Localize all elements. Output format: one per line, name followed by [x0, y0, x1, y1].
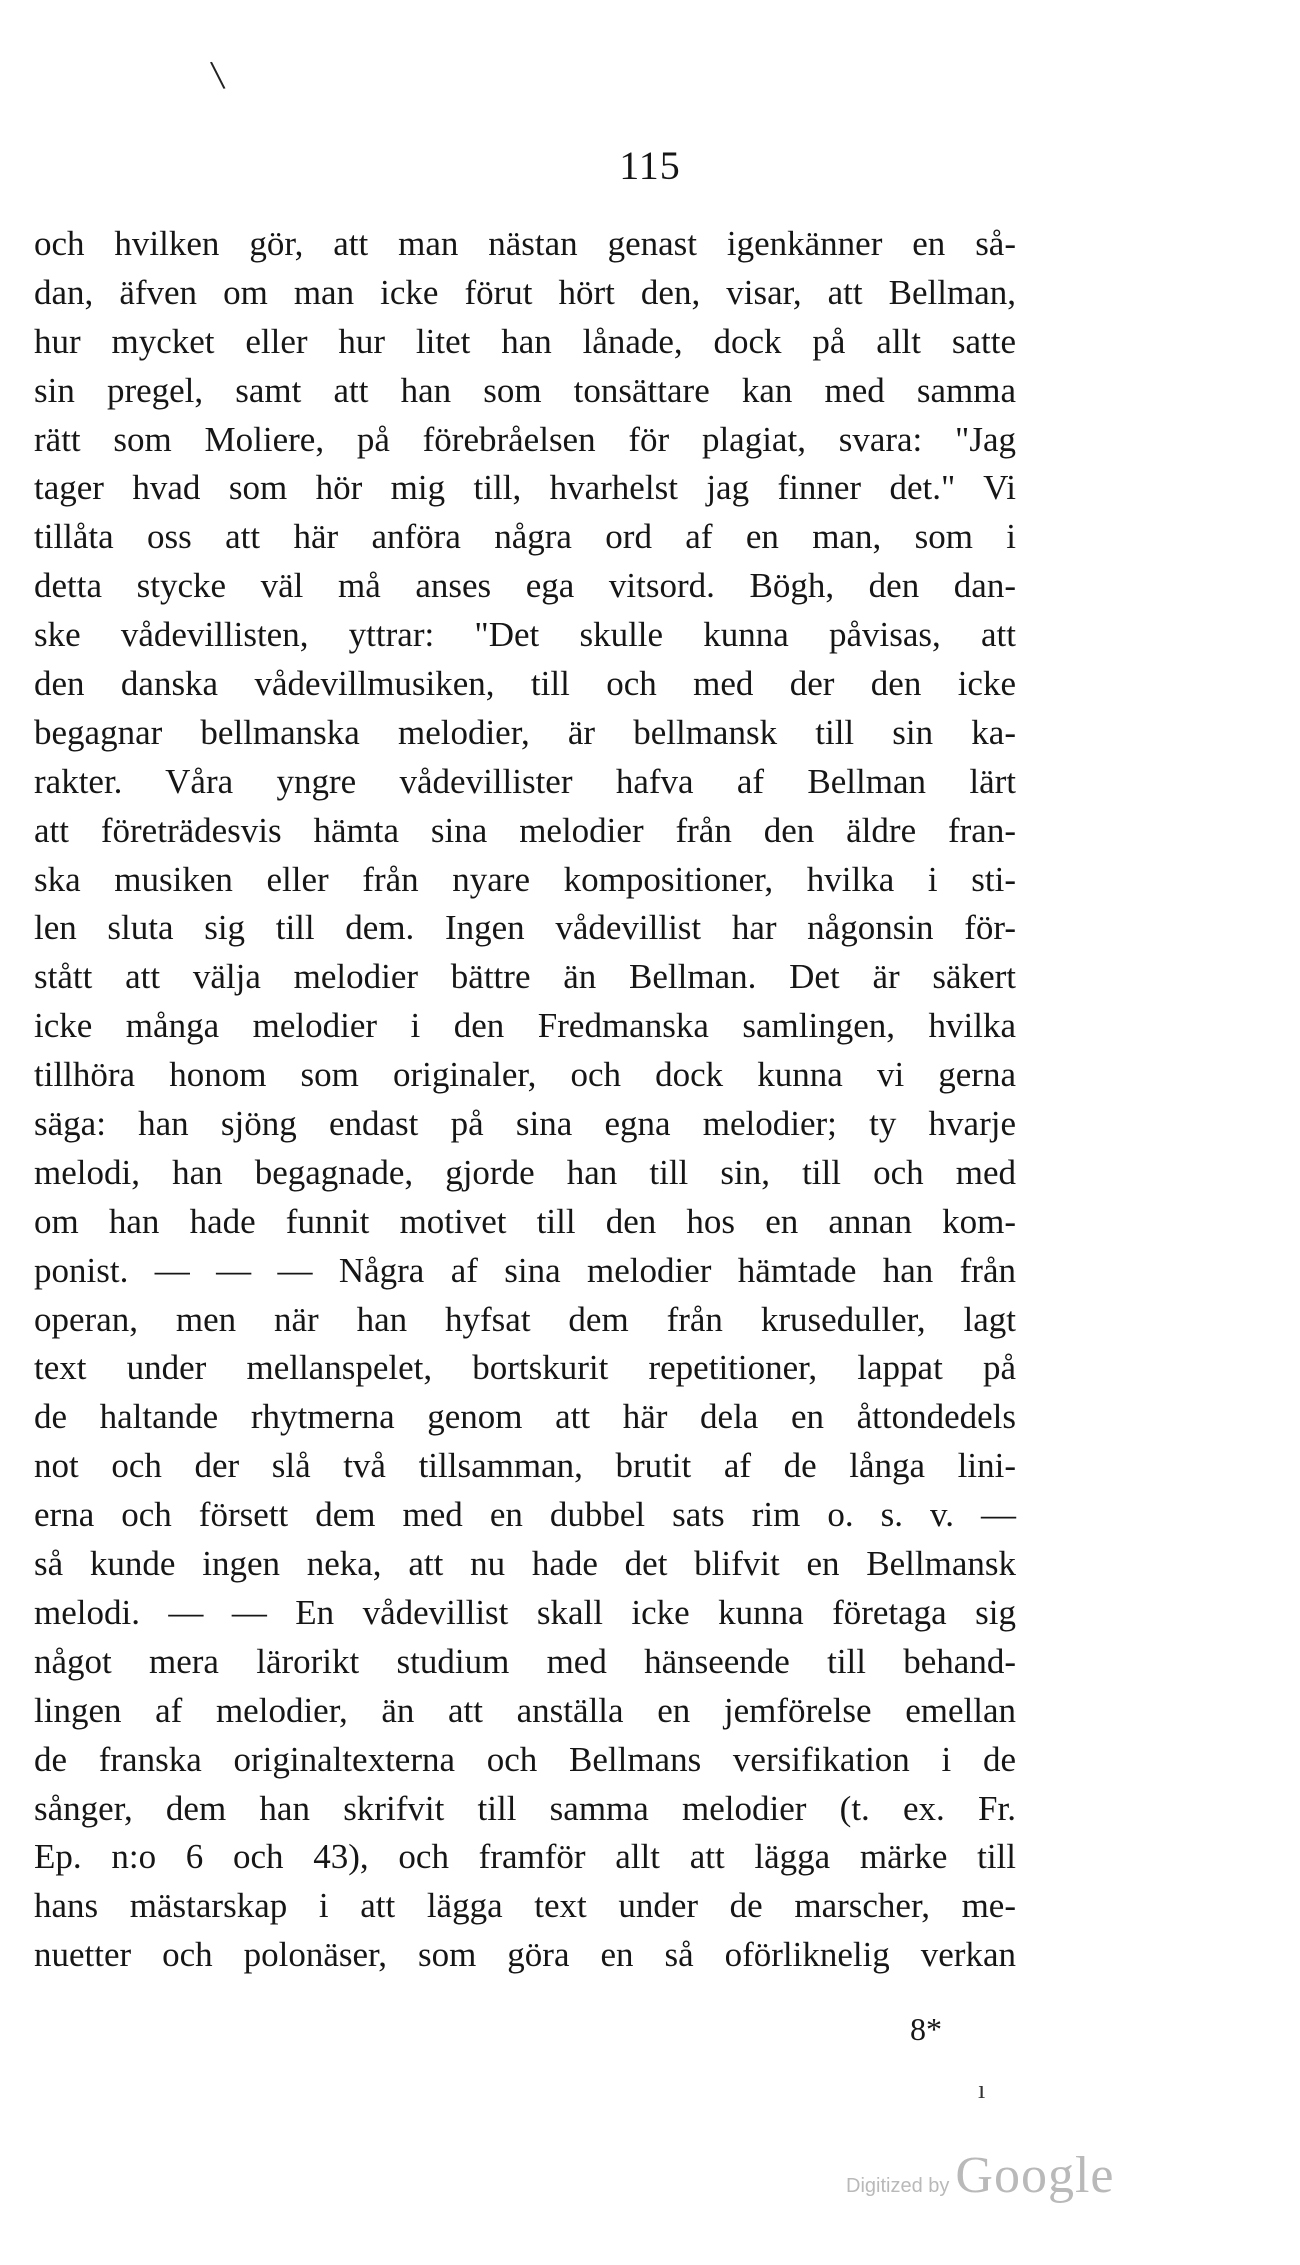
text-line: säga: han sjöng endast på sina egna melodier; ty hvarje — [34, 1104, 1016, 1144]
text-line: not och der slå två tillsamman, brutit af de långa lini- — [34, 1446, 1016, 1486]
text-line: operan, men när han hyfsat dem från kruseduller, lagt — [34, 1299, 1016, 1339]
text-line: ske vådevillisten, yttrar: "Det skulle kunna påvisas, att — [34, 615, 1016, 655]
text-line: ska musiken eller från nyare kompositioner, hvilka i sti- — [34, 859, 1016, 899]
text-line: att företrädesvis hämta sina melodier från den äldre fran- — [34, 810, 1016, 850]
digitized-by-watermark — [846, 2146, 1114, 2205]
text-line: Ep. n:o 6 och 43), och framför allt att lägga märke till — [34, 1837, 1016, 1877]
text-line: sånger, dem han skrifvit till samma melodier (t. ex. Fr. — [34, 1788, 1016, 1828]
text-line: len sluta sig till dem. Ingen vådevillist har någonsin för- — [34, 908, 1016, 948]
text-line: tager hvad som hör mig till, hvarhelst jag finner det." Vi — [34, 468, 1016, 508]
text-line: lingen af melodier, än att anställa en jemförelse emellan — [34, 1690, 1016, 1730]
stray-ink-mark: ı — [978, 2075, 986, 2104]
text-line: hur mycket eller hur litet han lånade, dock på allt satte — [34, 321, 1016, 361]
text-line: detta stycke väl må anses ega vitsord. Bögh, den dan- — [34, 566, 1016, 606]
text-line: hans mästarskap i att lägga text under de marscher, me- — [34, 1886, 1016, 1926]
page-number: 115 — [619, 143, 681, 188]
text-line: icke många melodier i den Fredmanska samlingen, hvilka — [34, 1006, 1016, 1046]
text-line: dan, äfven om man icke förut hört den, visar, att Bellman, — [34, 272, 1016, 312]
text-line: så kunde ingen neka, att nu hade det blifvit en Bellmansk — [34, 1544, 1016, 1584]
text-line: och hvilken gör, att man nästan genast igenkänner en så- — [34, 224, 1016, 263]
text-line: stått att välja melodier bättre än Bellman. Det är säkert — [34, 957, 1016, 997]
text-line: något mera lärorikt studium med hänseende till behand- — [34, 1641, 1016, 1681]
digitized-label: Digitized by — [846, 2175, 950, 2197]
top-pen-mark: \ — [208, 52, 227, 100]
body-text — [34, 220, 1016, 1980]
text-line: begagnar bellmanska melodier, är bellmansk till sin ka- — [34, 712, 1016, 752]
text-line: erna och försett dem med en dubbel sats rim o. s. v. — — [34, 1495, 1016, 1535]
text-line: rätt som Moliere, på förebråelsen för plagiat, svara: "Jag — [34, 419, 1016, 459]
text-line: tillhöra honom som originaler, och dock kunna vi gerna — [34, 1055, 1016, 1095]
text-line: ponist. — — — Några af sina melodier hämtade han från — [34, 1250, 1016, 1290]
text-line: text under mellanspelet, bortskurit repetitioner, lappat på — [34, 1348, 1016, 1388]
text-line: om han hade funnit motivet till den hos en annan kom- — [34, 1201, 1016, 1241]
text-line: melodi. — — En vådevillist skall icke kunna företaga sig — [34, 1592, 1016, 1632]
text-line: sin pregel, samt att han som tonsättare kan med samma — [34, 370, 1016, 410]
printer-signature-mark: 8* — [910, 2011, 942, 2047]
text-line: den danska vådevillmusiken, till och med der den icke — [34, 664, 1016, 704]
text-line: nuetter och polonäser, som göra en så oförliknelig verkan — [34, 1935, 1016, 1975]
text-line: rakter. Våra yngre vådevillister hafva af Bellman lärt — [34, 761, 1016, 801]
text-line: de haltande rhytmerna genom att här dela en åttondedels — [34, 1397, 1016, 1437]
text-line: tillåta oss att här anföra några ord af en man, som i — [34, 517, 1016, 557]
text-line: melodi, han begagnade, gjorde han till sin, till och med — [34, 1152, 1016, 1192]
google-logo: Google — [955, 2147, 1115, 2204]
text-line: de franska originaltexterna och Bellmans versifikation i de — [34, 1739, 1016, 1779]
